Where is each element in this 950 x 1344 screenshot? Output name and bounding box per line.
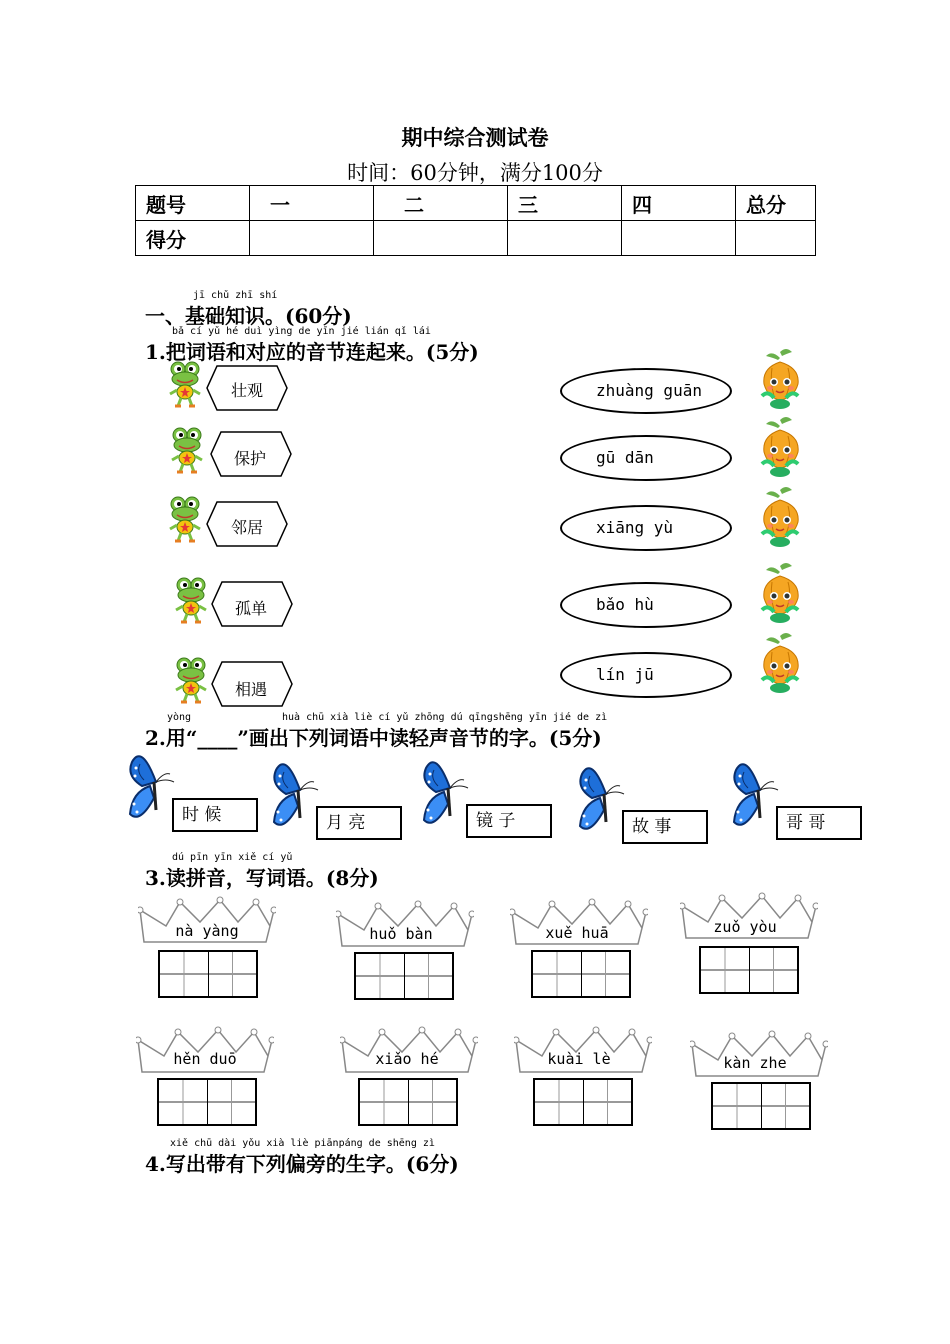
syllable-oval-4[interactable]: bǎo hù (560, 582, 732, 628)
onion-icon (758, 348, 804, 410)
syllable-oval-2[interactable]: gū dān (560, 435, 732, 481)
q1-pinyin: bǎ cí yǔ hé duì yìng de yīn jié lián qǐ lái (172, 326, 431, 337)
table-cell: 四 (622, 186, 736, 221)
score-table (135, 185, 816, 256)
section1-pinyin: jī chǔ zhī shí (193, 290, 278, 301)
frog-icon (168, 360, 204, 408)
word-3: 邻居 (231, 518, 264, 537)
tianzige-box[interactable] (531, 950, 631, 998)
butterfly-icon (270, 760, 320, 836)
frog-icon (174, 656, 210, 704)
score-input-2[interactable] (374, 221, 508, 256)
table-row (136, 186, 816, 221)
onion-icon (758, 562, 804, 624)
word-4: 孤单 (235, 599, 268, 618)
tianzige-box[interactable] (158, 950, 258, 998)
frog-icon (168, 495, 204, 543)
pinyin-label: xuě huā (545, 924, 609, 942)
table-cell: 二 (374, 186, 508, 221)
tianzige-box[interactable] (354, 952, 454, 1000)
frog-icon (174, 576, 210, 624)
table-row (136, 221, 816, 256)
pinyin-label: hěn duō (173, 1050, 237, 1068)
onion-icon (758, 416, 804, 478)
score-input-total[interactable] (736, 221, 816, 256)
section1-title: 一、基础知识。(60分) (145, 304, 352, 328)
word-box-3[interactable]: 镜 子 (466, 804, 552, 838)
table-cell: 三 (508, 186, 622, 221)
crown-icon (510, 892, 648, 954)
q1-title: 1.把词语和对应的音节连起来。(5分) (145, 340, 479, 364)
word-box-2[interactable]: 月 亮 (316, 806, 402, 840)
pinyin-label: huǒ bàn (369, 925, 433, 943)
page-title: 期中综合测试卷 (401, 125, 549, 150)
table-cell: 一 (250, 186, 374, 221)
tianzige-box[interactable] (358, 1078, 458, 1126)
word-box-5[interactable]: 哥 哥 (776, 806, 862, 840)
tianzige-box[interactable] (699, 946, 799, 994)
frog-icon (170, 426, 206, 474)
crown-icon (138, 890, 276, 952)
score-input-1[interactable] (250, 221, 374, 256)
table-cell: 题号 (136, 186, 250, 221)
word-box-1[interactable]: 时 候 (172, 798, 258, 832)
q3-pinyin: dú pīn yīn xiě cí yǔ (172, 852, 293, 863)
pinyin-label: xiǎo hé (375, 1050, 439, 1068)
word-5: 相遇 (235, 680, 268, 699)
table-cell: 总分 (736, 186, 816, 221)
onion-icon (758, 486, 804, 548)
tianzige-box[interactable] (711, 1082, 811, 1130)
pinyin-label: kàn zhe (723, 1054, 787, 1072)
table-cell: 得分 (136, 221, 250, 256)
tianzige-box[interactable] (157, 1078, 257, 1126)
pinyin-label: kuài lè (547, 1050, 611, 1068)
q2-title: 2.用“____”画出下列词语中读轻声音节的字。(5分) (145, 726, 602, 750)
q4-pinyin: xiě chū dài yǒu xià liè piānpáng de shēng zì (170, 1138, 435, 1149)
word-2: 保护 (234, 449, 267, 468)
butterfly-icon (730, 760, 780, 836)
q4-title: 4.写出带有下列偏旁的生字。(6分) (145, 1152, 459, 1176)
score-input-4[interactable] (622, 221, 736, 256)
syllable-oval-1[interactable]: zhuàng guān (560, 368, 732, 414)
syllable-oval-3[interactable]: xiāng yù (560, 505, 732, 551)
onion-icon (758, 632, 804, 694)
word-1: 壮观 (231, 381, 264, 400)
q3-title: 3.读拼音，写词语。(8分) (145, 866, 379, 890)
q2-pinyin-right: huà chū xià liè cí yǔ zhōng dú qīngshēng yīn jié de zì (282, 712, 608, 723)
butterfly-icon (420, 758, 470, 834)
score-input-3[interactable] (508, 221, 622, 256)
word-box-4[interactable]: 故 事 (622, 810, 708, 844)
syllable-oval-5[interactable]: lín jū (560, 652, 732, 698)
pinyin-label: nà yàng (175, 922, 239, 940)
butterfly-icon (126, 752, 176, 828)
crown-icon (680, 886, 818, 948)
butterfly-icon (576, 764, 626, 840)
tianzige-box[interactable] (533, 1078, 633, 1126)
page-subtitle: 时间：60分钟，满分100分 (347, 161, 603, 185)
q2-pinyin-left: yòng (167, 712, 192, 723)
pinyin-label: zuǒ yòu (713, 918, 777, 936)
